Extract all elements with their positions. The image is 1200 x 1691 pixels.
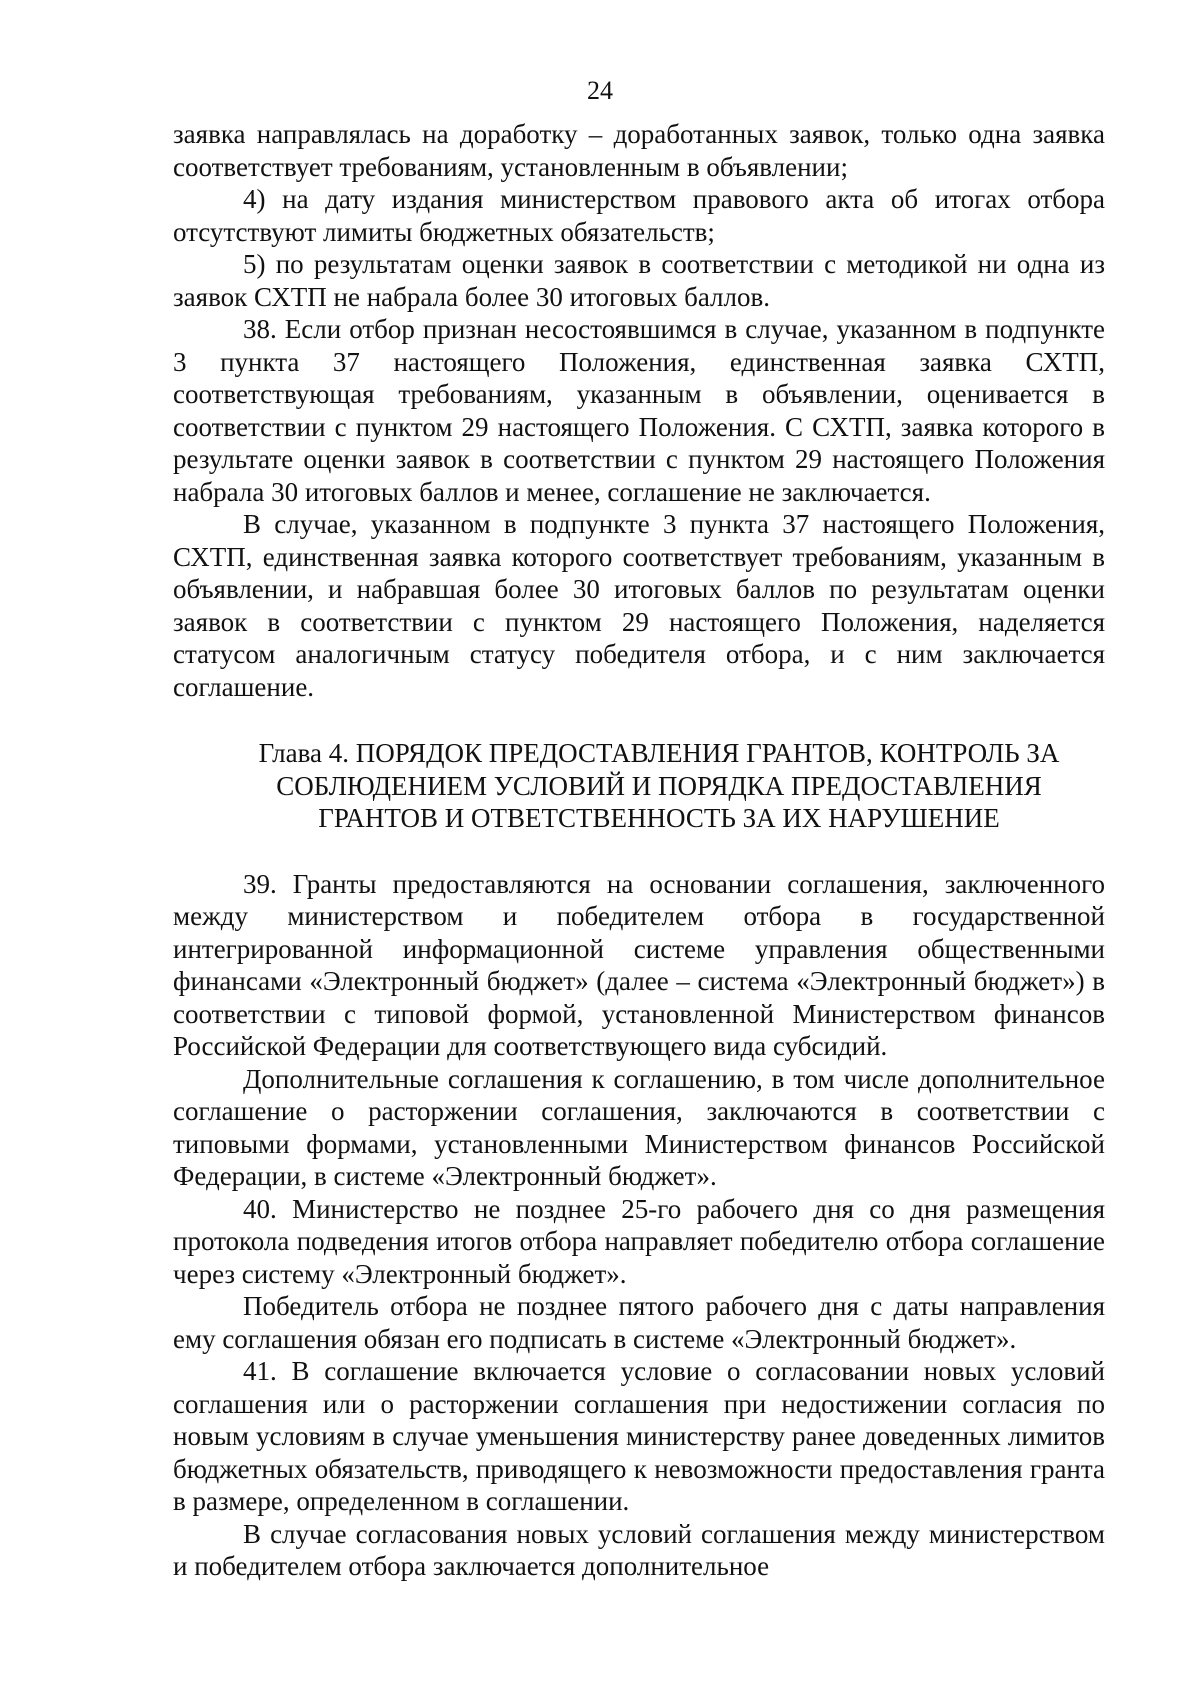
paragraph-item-4: 4) на дату издания министерством правового акта об итогах отбора отсутствуют лимиты бюджетных обязательств; (173, 184, 1105, 247)
chapter-heading-line-3: ГРАНТОВ И ОТВЕТСТВЕННОСТЬ ЗА ИХ НАРУШЕНИЕ (318, 803, 1000, 833)
page-number: 24 (587, 76, 613, 105)
paragraph-continuation: заявка направлялась на доработку – доработанных заявок, только одна заявка соответствует требованиям, установленным в объявлении; (173, 119, 1105, 182)
document-body (173, 118, 1105, 1583)
paragraph-38: 38. Если отбор признан несостоявшимся в случае, указанном в подпункте 3 пункта 37 настоящего Положения, единственная заявка СХТП, соответствующая требованиям, указанным в объявлении, оценивается в соответствии с пунктом 29 настоящего Положения. С СХТП, заявка которого в результате оценки заявок в соответствии с пунктом 29 настоящего Положения набрала 30 итоговых баллов и менее, соглашение не заключается. (173, 314, 1105, 507)
paragraph-38-continued: В случае, указанном в подпункте 3 пункта 37 настоящего Положения, СХТП, единственная заявка которого соответствует требованиям, указанным в объявлении, и набравшая более 30 итоговых баллов по результатам оценки заявок в соответствии с пунктом 29 настоящего Положения, наделяется статусом аналогичным статусу победителя отбора, и с ним заключается соглашение. (173, 509, 1105, 702)
paragraph-40-continued: Победитель отбора не позднее пятого рабочего дня с даты направления ему соглашения обязан его подписать в системе «Электронный бюджет». (173, 1291, 1105, 1354)
paragraph-40: 40. Министерство не позднее 25-го рабочего дня со дня размещения протокола подведения итогов отбора направляет победителю отбора соглашение через систему «Электронный бюджет». (173, 1193, 1105, 1289)
paragraph-39-continued: Дополнительные соглашения к соглашению, в том числе дополнительное соглашение о расторжении соглашения, заключаются в соответствии с типовыми формами, установленными Министерством финансов Российской Федерации, в системе «Электронный бюджет». (173, 1063, 1105, 1191)
chapter-heading-line-2: СОБЛЮДЕНИЕМ УСЛОВИЙ И ПОРЯДКА ПРЕДОСТАВЛЕНИЯ (276, 770, 1042, 801)
paragraph-39: 39. Гранты предоставляются на основании соглашения, заключенного между министерством и победителем отбора в государственной интегрированной информационной системе управления общественными финансами «Электронный бюджет» (далее – система «Электронный бюджет») в соответствии с типовой формой, установленной Министерством финансов Российской Федерации для соответствующего вида субсидий. (173, 868, 1105, 1061)
chapter-heading (173, 737, 1105, 835)
paragraph-41-continued: В случае согласования новых условий соглашения между министерством и победителем отбора заключается дополнительное (173, 1518, 1105, 1581)
paragraph-item-5: 5) по результатам оценки заявок в соответствии с методикой ни одна из заявок СХТП не набрала более 30 итоговых баллов. (173, 249, 1105, 312)
chapter-heading-line-1: Глава 4. ПОРЯДОК ПРЕДОСТАВЛЕНИЯ ГРАНТОВ, КОНТРОЛЬ ЗА (258, 738, 1060, 768)
paragraph-41: 41. В соглашение включается условие о согласовании новых условий соглашения или о расторжении соглашения при недостижении согласия по новым условиям в случае уменьшения министерству ранее доведенных лимитов бюджетных обязательств, приводящего к невозможности предоставления гранта в размере, определенном в соглашении. (173, 1356, 1105, 1516)
